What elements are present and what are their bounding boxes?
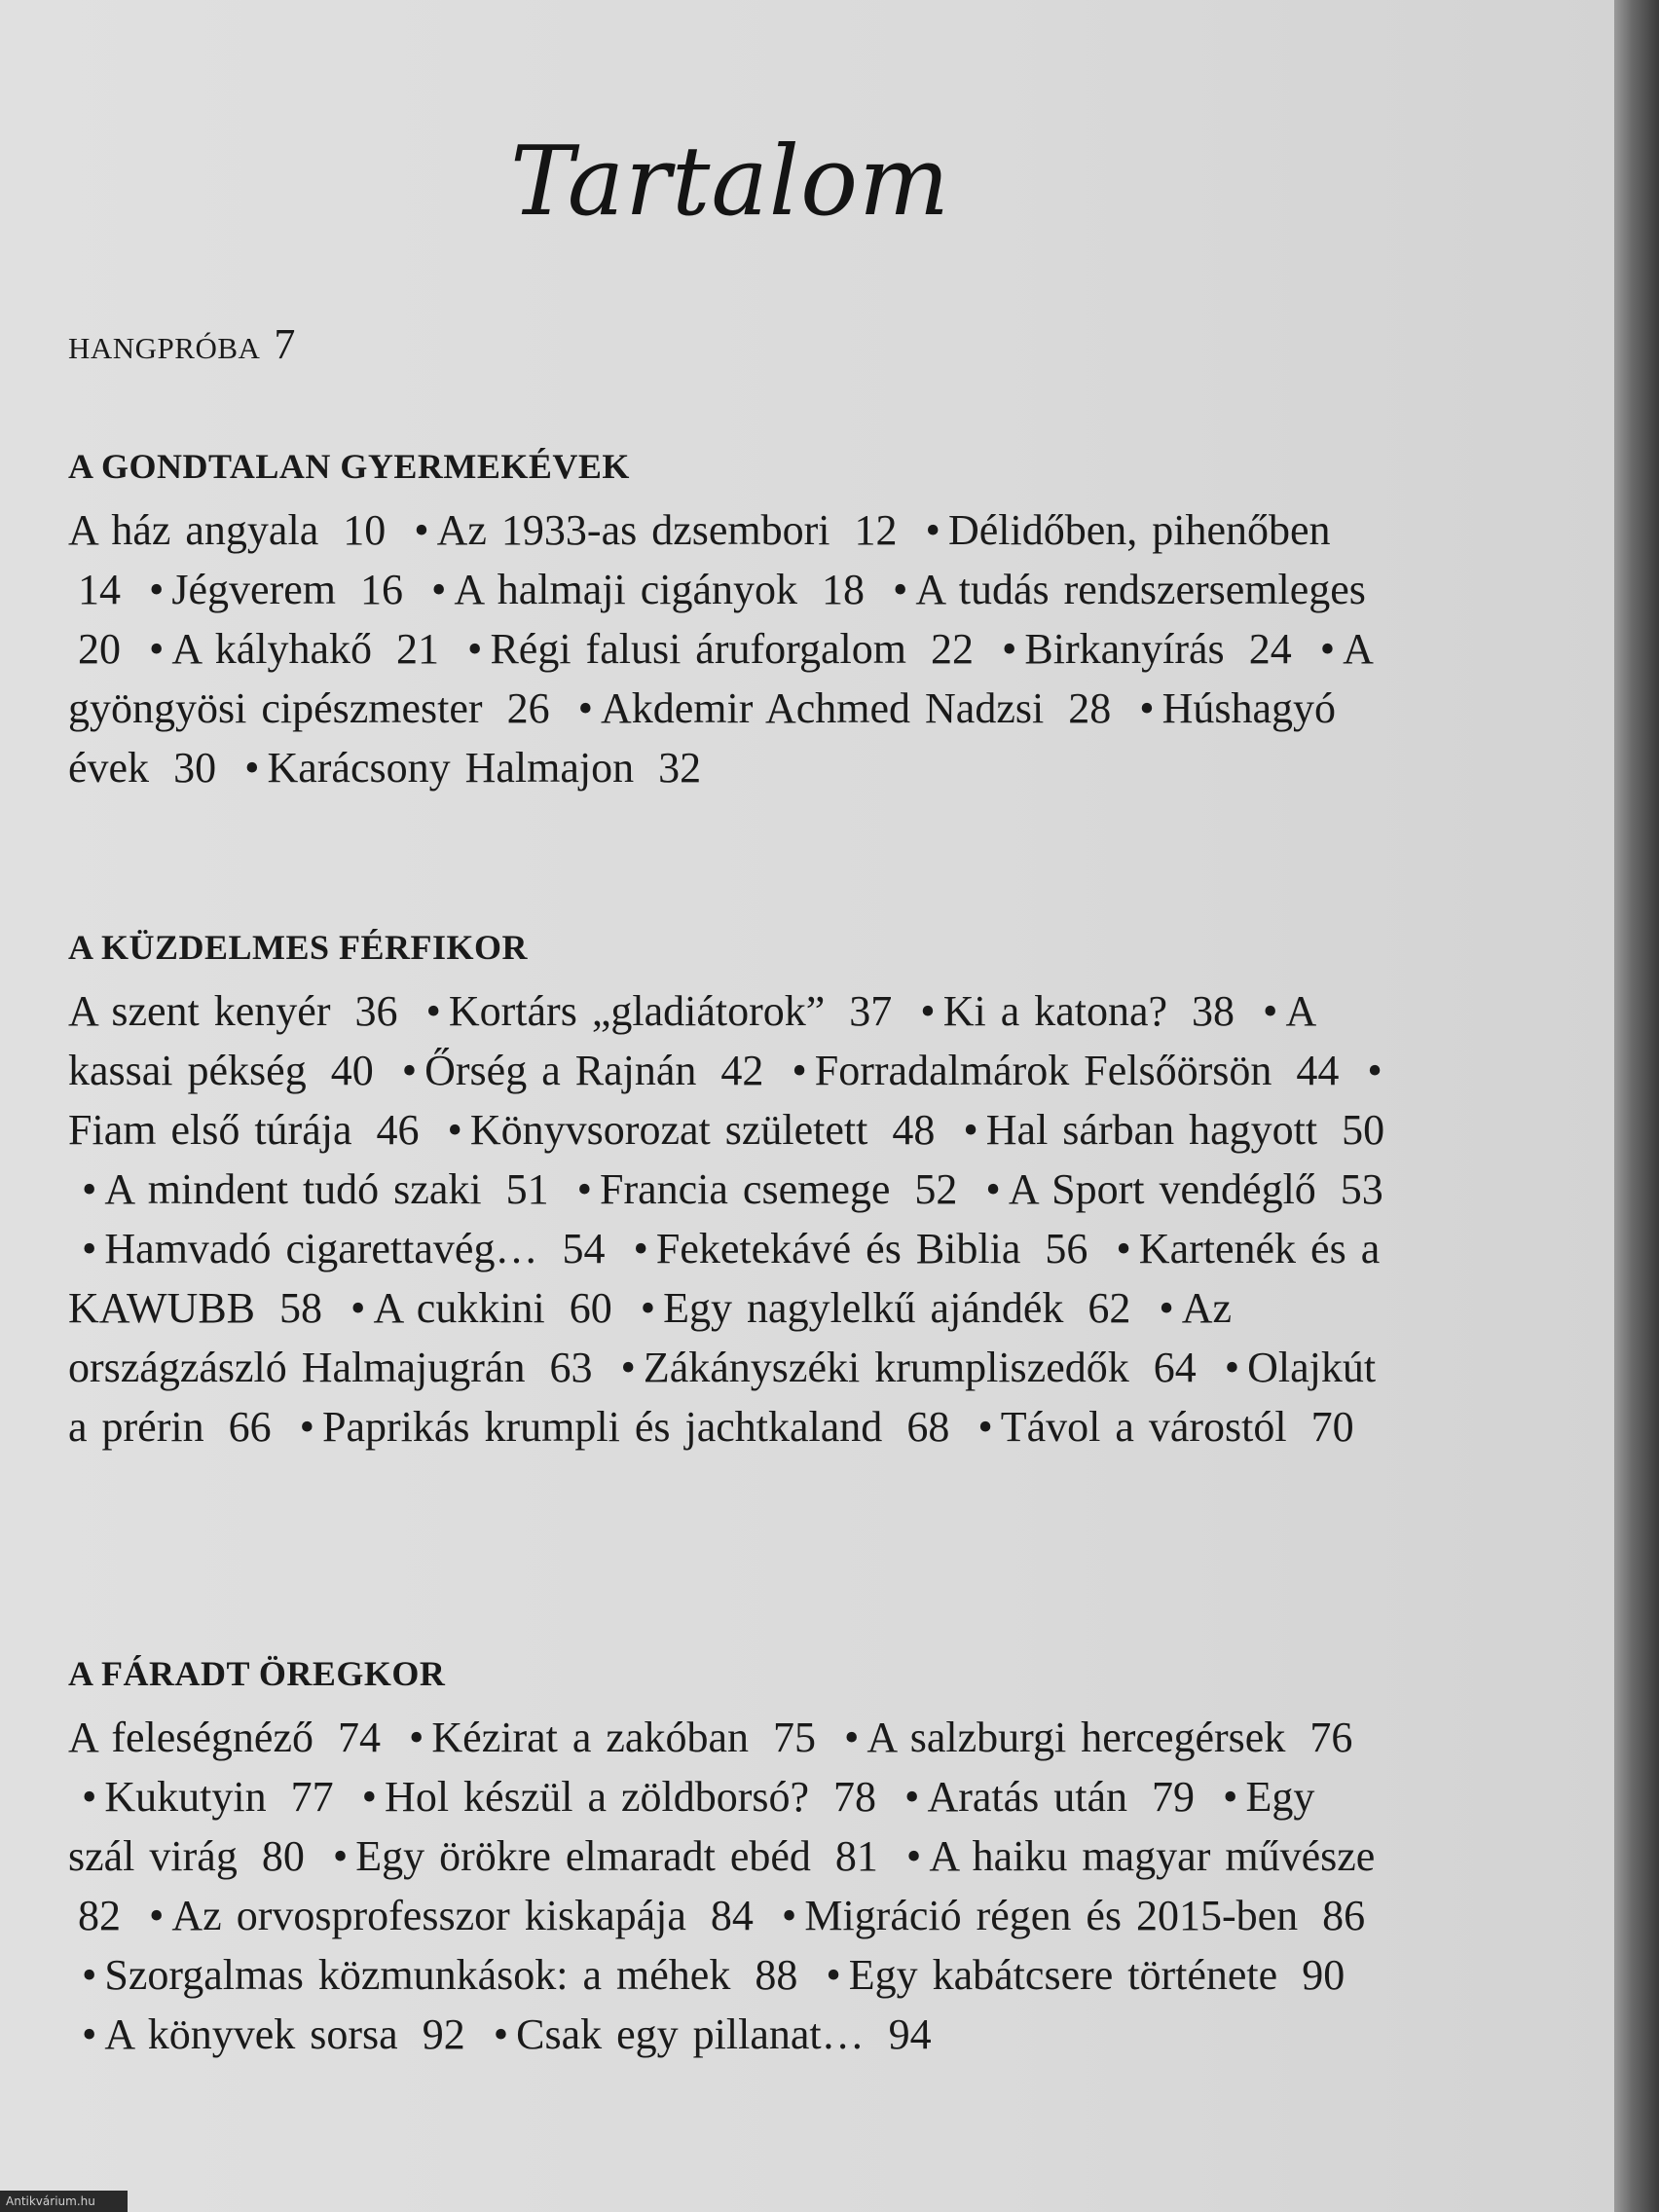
toc-entry	[68, 987, 397, 1035]
toc-entry-title: Karácsony Halmajon	[267, 744, 635, 792]
toc-entry-page: 70	[1310, 1403, 1354, 1451]
toc-entry-page: 22	[930, 625, 974, 673]
toc-entry-page: 84	[710, 1892, 754, 1939]
bullet-separator: •	[149, 625, 165, 673]
toc-entry	[601, 684, 1111, 732]
book-spine-shadow	[1614, 0, 1659, 2212]
toc-entry-page: 53	[1340, 1165, 1383, 1213]
toc-entry	[663, 1284, 1130, 1332]
toc-entry-page: 63	[549, 1344, 593, 1391]
toc-entry-page: 81	[834, 1832, 878, 1880]
toc-entry-page: 66	[228, 1403, 272, 1451]
toc-entry-title: Francia csemege	[600, 1165, 891, 1213]
toc-entry-page: 52	[914, 1165, 958, 1213]
toc-entry	[68, 506, 386, 554]
bullet-separator: •	[149, 566, 165, 613]
toc-entry-page: 90	[1302, 1951, 1346, 1999]
toc-entry-title: Az 1933-as dzsembori	[436, 506, 830, 554]
toc-entry-title: Egy kabátcsere története	[848, 1951, 1278, 1999]
toc-entry-page: 24	[1248, 625, 1292, 673]
toc-entry	[1024, 625, 1291, 673]
toc-entry-page: 21	[396, 625, 440, 673]
bullet-separator: •	[447, 1106, 462, 1154]
bullet-separator: •	[792, 1047, 807, 1094]
toc-entry-title: A mindent tudó szaki	[104, 1165, 482, 1213]
toc-entry-page: 92	[422, 2010, 465, 2058]
toc-entry	[68, 1714, 381, 1761]
bullet-separator: •	[844, 1714, 860, 1761]
intro-entry	[68, 319, 296, 369]
toc-entry-title: A szent kenyér	[68, 987, 331, 1035]
toc-entry	[490, 625, 974, 673]
bullet-separator: •	[920, 987, 936, 1035]
bullet-separator: •	[82, 1165, 97, 1213]
toc-entry-page: 44	[1296, 1047, 1340, 1094]
toc-entry	[866, 1714, 1352, 1761]
toc-entry	[815, 1047, 1340, 1094]
page-title: Tartalom	[509, 127, 951, 238]
bullet-separator: •	[576, 1165, 592, 1213]
bullet-separator: •	[826, 1951, 841, 1999]
bullet-separator: •	[149, 1892, 165, 1939]
toc-entry-page: 38	[1192, 987, 1235, 1035]
toc-entry-page: 60	[569, 1284, 612, 1332]
toc-entry-title: Kortárs „gladiátorok”	[448, 987, 826, 1035]
toc-entry-page: 56	[1045, 1225, 1088, 1272]
bullet-separator: •	[82, 1773, 97, 1821]
toc-entry-title: Fiam első túrája	[68, 1106, 352, 1154]
toc-entry-title: Délidőben, pihenőben	[947, 506, 1331, 554]
toc-entry	[267, 744, 701, 792]
toc-entry-title: Forradalmárok Felsőörsön	[814, 1047, 1272, 1094]
bullet-separator: •	[299, 1403, 314, 1451]
bullet-separator: •	[904, 1773, 920, 1821]
toc-entry-title: Aratás után	[927, 1773, 1128, 1821]
toc-entry	[431, 1714, 816, 1761]
toc-entry-title: A ház angyala	[68, 506, 319, 554]
toc-entry-title: Hamvadó cigarettavég…	[104, 1225, 538, 1272]
toc-entry-page: 79	[1152, 1773, 1196, 1821]
bullet-separator: •	[493, 2010, 509, 2058]
toc-entry	[68, 1106, 420, 1154]
toc-entry-page: 42	[720, 1047, 764, 1094]
toc-entry	[849, 1951, 1345, 1999]
intro-page-number: 7	[274, 320, 296, 368]
bullet-separator: •	[985, 1165, 1001, 1213]
bullet-separator: •	[82, 1951, 97, 1999]
toc-entry-title: Birkanyírás	[1024, 625, 1225, 673]
toc-entry-title: Kartenék és a KAWUBB	[68, 1225, 1381, 1332]
toc-entry	[516, 2010, 932, 2058]
toc-entry	[104, 2010, 464, 2058]
bullet-separator: •	[401, 1047, 418, 1094]
intro-label: hangpróba	[68, 320, 261, 368]
section-entries	[68, 981, 1392, 1456]
toc-entry	[171, 566, 403, 613]
bullet-separator: •	[467, 625, 483, 673]
toc-entry-page: 78	[833, 1773, 877, 1821]
toc-entry-page: 20	[78, 625, 121, 673]
toc-entry	[470, 1106, 935, 1154]
toc-entry-title: Húshagyó évek	[68, 684, 1337, 792]
bullet-separator: •	[925, 506, 940, 554]
toc-entry-page: 18	[822, 566, 865, 613]
bullet-separator: •	[577, 684, 593, 732]
toc-entry-title: Szorgalmas közmunkások: a méhek	[104, 1951, 731, 1999]
toc-entry-title: A haiku magyar művésze	[929, 1832, 1376, 1880]
bullet-separator: •	[1224, 1344, 1240, 1391]
bullet-separator: •	[1223, 1773, 1238, 1821]
toc-entry-title: Jégverem	[171, 566, 336, 613]
section-heading: A KÜZDELMES FÉRFIKOR	[68, 928, 529, 967]
bullet-separator: •	[409, 1714, 424, 1761]
bullet-separator: •	[82, 2010, 97, 2058]
toc-entry-title: Egy nagylelkű ajándék	[663, 1284, 1064, 1332]
toc-entry-title: Régi falusi áruforgalom	[490, 625, 906, 673]
toc-entry	[104, 1773, 333, 1821]
bullet-separator: •	[781, 1892, 797, 1939]
toc-entry	[986, 1106, 1384, 1154]
toc-entry-page: 64	[1153, 1344, 1197, 1391]
bullet-separator: •	[425, 987, 441, 1035]
bullet-separator: •	[1159, 1284, 1174, 1332]
toc-entry-title: Feketekávé és Biblia	[655, 1225, 1021, 1272]
toc-entry-page: 26	[506, 684, 550, 732]
toc-entry-page: 76	[1309, 1714, 1353, 1761]
toc-entry-title: Paprikás krumpli és jachtkaland	[322, 1403, 883, 1451]
toc-entry	[656, 1225, 1088, 1272]
toc-entry-title: Kukutyin	[104, 1773, 267, 1821]
toc-entry-title: Csak egy pillanat…	[516, 2010, 865, 2058]
toc-entry-title: Hal sárban hagyott	[985, 1106, 1318, 1154]
bullet-separator: •	[1263, 987, 1278, 1035]
toc-entry-page: 12	[854, 506, 898, 554]
toc-entry	[104, 1951, 797, 1999]
toc-entry-title: Hol készül a zöldborsó?	[385, 1773, 810, 1821]
toc-entry-page: 36	[354, 987, 398, 1035]
toc-entry	[943, 987, 1235, 1035]
section-entries	[68, 1708, 1392, 2064]
toc-entry-title: A halmaji cigányok	[454, 566, 797, 613]
bullet-separator: •	[1001, 625, 1017, 673]
toc-entry-title: A gyöngyösi cipészmester	[68, 625, 1372, 732]
toc-entry-title: Migráció régen és 2015-ben	[804, 1892, 1299, 1939]
bullet-separator: •	[905, 1832, 922, 1880]
toc-section-3	[68, 1653, 1392, 2064]
toc-entry	[437, 506, 898, 554]
toc-entry-title: Olajkút a prérin	[68, 1344, 1377, 1451]
toc-entry-page: 74	[338, 1714, 381, 1761]
toc-entry-page: 51	[505, 1165, 549, 1213]
bullet-separator: •	[244, 744, 260, 792]
toc-entry	[171, 1892, 754, 1939]
toc-entry-page: 68	[906, 1403, 950, 1451]
toc-entry	[104, 1225, 605, 1272]
toc-entry-page: 46	[376, 1106, 420, 1154]
toc-entry	[373, 1284, 611, 1332]
toc-entry-title: A feleségnéző	[68, 1714, 313, 1761]
toc-entry-title: A tudás rendszersemleges	[915, 566, 1366, 613]
toc-entry	[454, 566, 865, 613]
bullet-separator: •	[431, 566, 447, 613]
toc-entry-title: A kassai pékség	[68, 987, 1314, 1094]
bullet-separator: •	[1139, 684, 1155, 732]
toc-entry-page: 14	[78, 566, 121, 613]
toc-entry	[104, 1165, 548, 1213]
toc-entry	[1009, 1165, 1383, 1213]
toc-entry-title: Akdemir Achmed Nadzsi	[600, 684, 1045, 732]
bullet-separator: •	[1319, 625, 1336, 673]
toc-entry-title: Könyvsorozat született	[469, 1106, 868, 1154]
bullet-separator: •	[977, 1403, 993, 1451]
bullet-separator: •	[350, 1284, 366, 1332]
watermark: Antikvárium.hu	[0, 2191, 128, 2212]
toc-entry	[385, 1773, 876, 1821]
toc-entry-page: 80	[261, 1832, 305, 1880]
toc-entry	[171, 625, 439, 673]
toc-entry-title: A kályhakő	[171, 625, 373, 673]
toc-entry	[424, 1047, 763, 1094]
bullet-separator: •	[633, 1225, 648, 1272]
toc-entry-page: 28	[1068, 684, 1112, 732]
bullet-separator: •	[1116, 1225, 1131, 1272]
toc-entry-page: 30	[173, 744, 217, 792]
bullet-separator: •	[963, 1106, 978, 1154]
toc-entry-title: Egy szál virág	[68, 1773, 1315, 1880]
section-entries	[68, 500, 1392, 797]
toc-entry-title: Egy örökre elmaradt ebéd	[355, 1832, 811, 1880]
toc-entry-page: 75	[773, 1714, 816, 1761]
bullet-separator: •	[1367, 1047, 1382, 1094]
toc-entry	[600, 1165, 957, 1213]
toc-entry	[644, 1344, 1197, 1391]
toc-section-1	[68, 446, 1392, 797]
toc-entry-page: 10	[343, 506, 387, 554]
bullet-separator: •	[82, 1225, 97, 1272]
toc-entry-page: 50	[1342, 1106, 1385, 1154]
toc-entry-page: 54	[562, 1225, 606, 1272]
toc-entry-page: 32	[658, 744, 702, 792]
toc-entry-page: 77	[290, 1773, 334, 1821]
toc-entry-title: Ki a katona?	[942, 987, 1168, 1035]
toc-entry	[804, 1892, 1365, 1939]
toc-entry-page: 37	[849, 987, 893, 1035]
toc-entry-page: 62	[1088, 1284, 1131, 1332]
toc-entry-title: A Sport vendéglő	[1008, 1165, 1316, 1213]
toc-entry-title: Távol a várostól	[1000, 1403, 1287, 1451]
bullet-separator: •	[620, 1344, 636, 1391]
toc-entry-page: 86	[1322, 1892, 1366, 1939]
toc-entry-title: Az országzászló Halmajugrán	[68, 1284, 1233, 1391]
section-heading: A GONDTALAN GYERMEKÉVEK	[68, 447, 630, 486]
toc-entry-page: 40	[330, 1047, 374, 1094]
bullet-separator: •	[332, 1832, 349, 1880]
toc-entry	[322, 1403, 949, 1451]
toc-entry-title: A könyvek sorsa	[104, 2010, 398, 2058]
toc-entry-page: 88	[755, 1951, 798, 1999]
bullet-separator: •	[414, 506, 429, 554]
toc-entry-title: Az orvosprofesszor kiskapája	[171, 1892, 686, 1939]
toc-entry	[449, 987, 892, 1035]
toc-entry-title: Zákányszéki krumpliszedők	[643, 1344, 1129, 1391]
toc-entry-title: A cukkini	[373, 1284, 545, 1332]
toc-entry-page: 16	[360, 566, 403, 613]
toc-section-2	[68, 927, 1392, 1456]
toc-entry-page: 82	[78, 1892, 121, 1939]
toc-entry-page: 48	[892, 1106, 936, 1154]
toc-entry-page: 58	[279, 1284, 323, 1332]
toc-entry-title: Kézirat a zakóban	[431, 1714, 749, 1761]
toc-entry	[355, 1832, 878, 1880]
bullet-separator: •	[361, 1773, 378, 1821]
toc-entry	[927, 1773, 1195, 1821]
toc-entry-title: Őrség a Rajnán	[424, 1047, 697, 1094]
bullet-separator: •	[893, 566, 908, 613]
toc-entry-page: 94	[888, 2010, 932, 2058]
bullet-separator: •	[640, 1284, 656, 1332]
toc-entry	[1001, 1403, 1354, 1451]
toc-entry-title: A salzburgi hercegérsek	[866, 1714, 1286, 1761]
section-heading: A FÁRADT ÖREGKOR	[68, 1654, 446, 1693]
